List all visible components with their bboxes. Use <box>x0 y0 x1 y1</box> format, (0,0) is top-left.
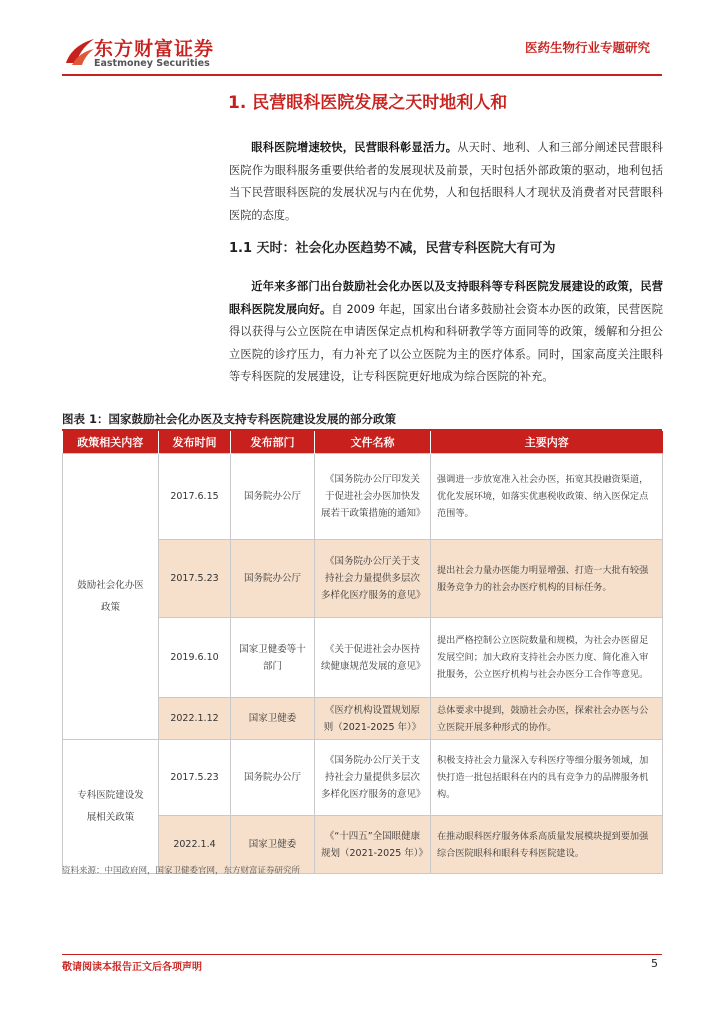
table-row <box>63 740 663 816</box>
row-doc: 《“十四五”全国眼健康规划（2021-2025 年）》 <box>315 816 431 874</box>
row-dept: 国务院办公厅 <box>231 454 315 540</box>
table-header-row <box>63 431 663 454</box>
row-dept: 国家卫健委 <box>231 698 315 740</box>
row-doc: 《国务院办公厅关于支持社会力量提供多层次多样化医疗服务的意见》 <box>315 540 431 618</box>
policy-paragraph <box>229 276 663 389</box>
eastmoney-logo-icon <box>62 33 98 69</box>
row-content: 总体要求中提到，鼓励社会办医，探索社会办医与公立医院开展多种形式的协作。 <box>431 698 663 740</box>
header-main-content: 主要内容 <box>431 431 663 454</box>
row-doc: 《国务院办公厅印发关于促进社会办医加快发展若干政策措施的通知》 <box>315 454 431 540</box>
brand-name-cn: 东方财富证券 <box>94 38 215 60</box>
intro-lead: 眼科医院增速较快，民营眼科彰显活力。 <box>251 141 458 154</box>
policy-lead: 近年来多部门出台鼓励社会化办医以及支持眼科等专科医院发展建设的政策，民营眼科医院发展向好。 <box>229 280 663 316</box>
row-dept: 国务院办公厅 <box>231 540 315 618</box>
intro-paragraph <box>229 137 663 227</box>
row-date: 2017.5.23 <box>159 540 231 618</box>
policy-group-specialty-hospital: 专科医院建设发展相关政策 <box>63 740 159 874</box>
header-policy-category: 政策相关内容 <box>63 431 159 454</box>
row-doc: 《国务院办公厅关于支持社会力量提供多层次多样化医疗服务的意见》 <box>315 740 431 816</box>
row-dept: 国家卫健委 <box>231 816 315 874</box>
table-row <box>63 454 663 540</box>
row-date: 2017.6.15 <box>159 454 231 540</box>
row-content: 积极支持社会力量深入专科医疗等细分服务领域，加快打造一批包括眼科在内的具有竞争力的品牌服务机构。 <box>431 740 663 816</box>
header-department: 发布部门 <box>231 431 315 454</box>
row-date: 2022.1.4 <box>159 816 231 874</box>
row-content: 在推动眼科医疗服务体系高质量发展模块提到要加强综合医院眼科和眼科专科医院建设。 <box>431 816 663 874</box>
header-document-name: 文件名称 <box>315 431 431 454</box>
report-type: 医药生物行业专题研究 <box>524 40 650 55</box>
row-date: 2017.5.23 <box>159 740 231 816</box>
disclaimer-note: 敬请阅读本报告正文后各项声明 <box>62 962 202 973</box>
data-source-note: 资料来源：中国政府网，国家卫健委官网，东方财富证券研究所 <box>62 866 301 876</box>
subsection-title: 1.1 天时：社会化办医趋势不减，民营专科医院大有可为 <box>229 241 556 256</box>
footer-divider <box>62 954 662 955</box>
table-caption: 图表 1：国家鼓励社会化办医及支持专科医院建设发展的部分政策 <box>62 412 397 426</box>
row-dept: 国家卫健委等十部门 <box>231 618 315 698</box>
row-date: 2022.1.12 <box>159 698 231 740</box>
page-number: 5 <box>651 957 658 970</box>
section-title: 1. 民营眼科医院发展之天时地利人和 <box>228 93 508 113</box>
row-content: 提出严格控制公立医院数量和规模，为社会办医留足发展空间；加大政府支持社会办医力度、简化准入审批服务，公立医疗机构与社会办医分工合作等意见。 <box>431 618 663 698</box>
policy-table <box>62 431 663 874</box>
policy-group-social-medical: 鼓励社会化办医政策 <box>63 454 159 740</box>
row-content: 强调进一步放宽准入社会办医，拓宽其投融资渠道，优化发展环境，如落实优惠税收政策、纳入医保定点范围等。 <box>431 454 663 540</box>
row-date: 2019.6.10 <box>159 618 231 698</box>
header-release-date: 发布时间 <box>159 431 231 454</box>
intro-body: 从天时、地利、人和三部分阐述民营眼科医院作为眼科服务重要供给者的发展现状及前景，天时包括外部政策的驱动，地利包括当下民营眼科医院的发展状况与内在优势，人和包括眼科人才现状及消费者对民营眼科医院的态度。 <box>229 141 663 222</box>
policy-body: 自 2009 年起，国家出台诸多鼓励社会资本办医的政策，民营医院得以获得与公立医院在申请医保定点机构和科研教学等方面同等的政策，缓解和分担公立医院的诊疗压力，有力补充了以公立医院为主的医疗体系。同时，国家高度关注眼科等专科医院的发展建设，让专科医院更好地成为综合医院的补充。 <box>229 302 663 383</box>
brand-name-en: Eastmoney Securities <box>94 58 210 69</box>
row-doc: 《关于促进社会办医持续健康规范发展的意见》 <box>315 618 431 698</box>
row-content: 提出社会力量办医能力明显增强、打造一大批有较强服务竞争力的社会办医疗机构的目标任务。 <box>431 540 663 618</box>
row-dept: 国务院办公厅 <box>231 740 315 816</box>
header-divider <box>62 74 662 76</box>
row-doc: 《医疗机构设置规划原则（2021-2025 年）》 <box>315 698 431 740</box>
